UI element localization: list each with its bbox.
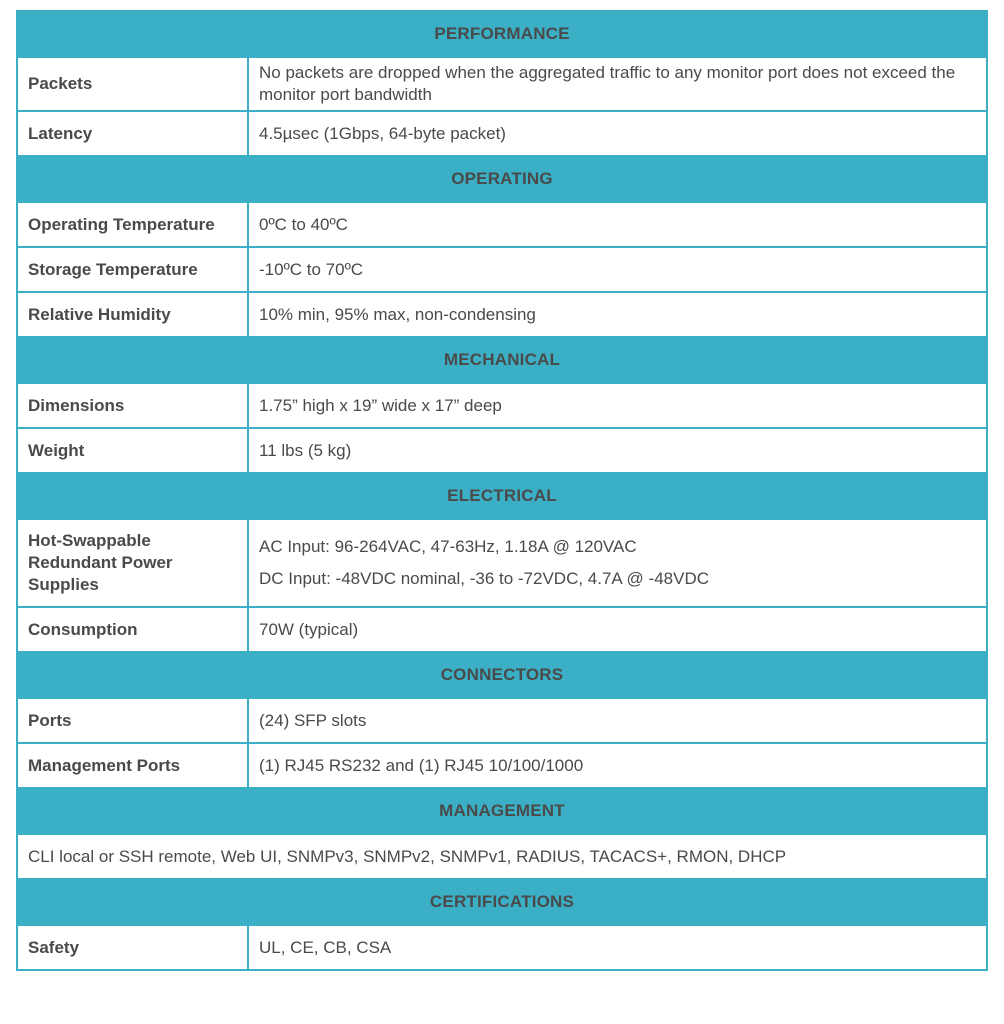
section-header-electrical [17,473,987,519]
section-title: OPERATING [17,156,987,202]
section-title: ELECTRICAL [17,473,987,519]
section-header-operating [17,156,987,202]
table-row [17,607,987,652]
table-row [17,383,987,428]
row-label: Weight [17,428,248,473]
section-header-certifications [17,879,987,925]
section-header-performance [17,11,987,57]
section-title: CONNECTORS [17,652,987,698]
row-value [248,519,987,607]
row-value: UL, CE, CB, CSA [248,925,987,970]
section-header-management [17,788,987,834]
management-value: CLI local or SSH remote, Web UI, SNMPv3, SNMPv2, SNMPv1, RADIUS, TACACS+, RMON, DHCP [17,834,987,879]
section-header-mechanical [17,337,987,383]
dc-input-line: DC Input: -48VDC nominal, -36 to -72VDC, 4.7A @ -48VDC [259,569,710,588]
row-label: Relative Humidity [17,292,248,337]
row-label: Consumption [17,607,248,652]
section-title: MANAGEMENT [17,788,987,834]
row-value: 11 lbs (5 kg) [248,428,987,473]
row-value: 0ºC to 40ºC [248,202,987,247]
spec-table [16,10,988,971]
row-label: Ports [17,698,248,743]
row-label: Hot-Swappable Redundant Power Supplies [17,519,248,607]
row-value: 1.75” high x 19” wide x 17” deep [248,383,987,428]
row-label: Latency [17,111,248,156]
table-row [17,292,987,337]
section-title: PERFORMANCE [17,11,987,57]
row-label: Operating Temperature [17,202,248,247]
row-value: -10ºC to 70ºC [248,247,987,292]
row-value: (1) RJ45 RS232 and (1) RJ45 10/100/1000 [248,743,987,788]
row-value: (24) SFP slots [248,698,987,743]
table-row [17,925,987,970]
table-row [17,202,987,247]
row-label: Safety [17,925,248,970]
row-value: 70W (typical) [248,607,987,652]
row-label: Management Ports [17,743,248,788]
table-row [17,247,987,292]
row-label: Storage Temperature [17,247,248,292]
row-label: Dimensions [17,383,248,428]
table-row [17,519,987,607]
table-row [17,834,987,879]
table-row [17,743,987,788]
row-label: Packets [17,57,248,111]
row-value: 10% min, 95% max, non-condensing [248,292,987,337]
section-header-connectors [17,652,987,698]
table-row [17,111,987,156]
row-value: No packets are dropped when the aggregated traffic to any monitor port does not exceed the monitor port bandwidth [248,57,987,111]
section-title: CERTIFICATIONS [17,879,987,925]
row-value: 4.5µsec (1Gbps, 64-byte packet) [248,111,987,156]
table-row [17,428,987,473]
section-title: MECHANICAL [17,337,987,383]
table-row [17,698,987,743]
table-row [17,57,987,111]
ac-input-line: AC Input: 96-264VAC, 47-63Hz, 1.18A @ 120VAC [259,537,637,556]
